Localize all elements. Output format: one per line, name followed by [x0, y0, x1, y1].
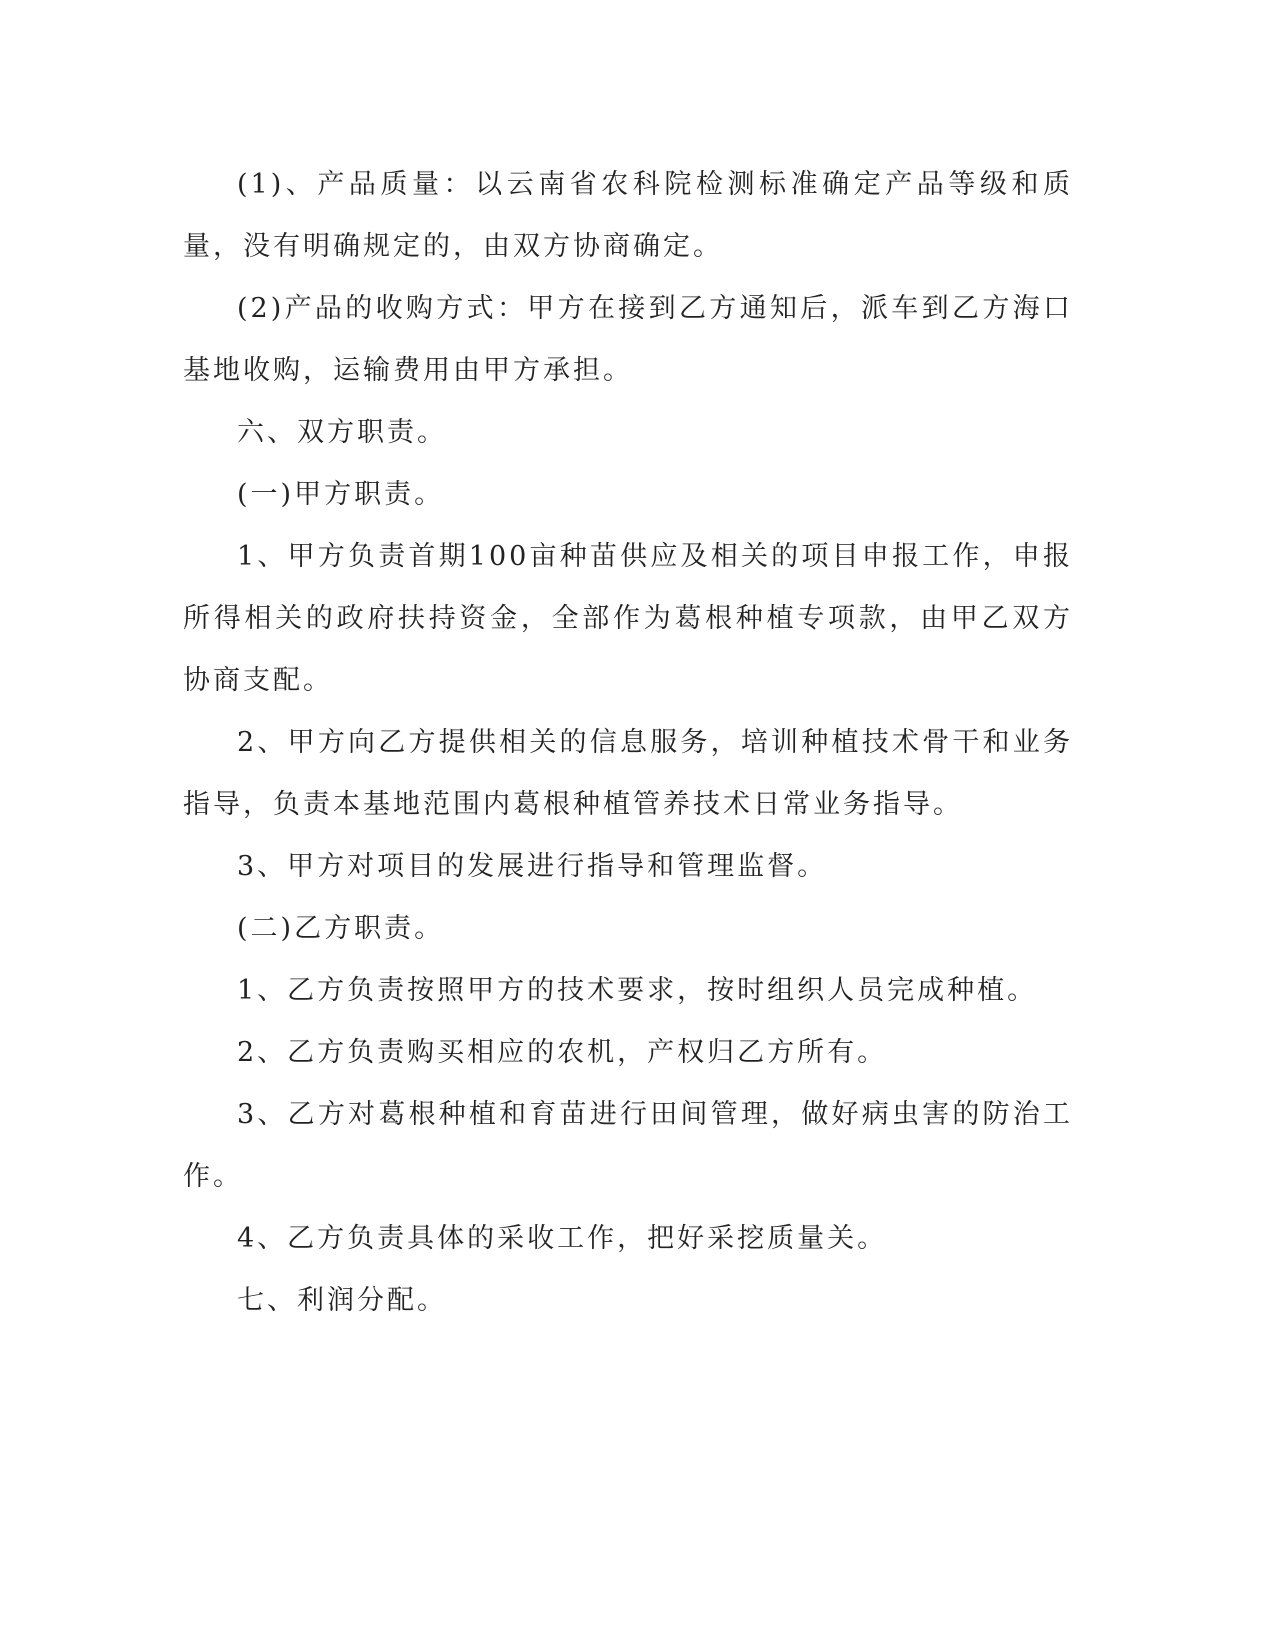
- section-heading-profit: 七、利润分配。: [237, 1285, 447, 1316]
- paragraph-party-b-1: 1、乙方负责按照甲方的技术要求，按时组织人员完成种植。: [237, 975, 1038, 1006]
- paragraph-product-quality: (1)、产品质量：以云南省农科院检测标准确定产品等级和质量，没有明确规定的，由双方协商确定。: [183, 169, 1073, 262]
- subheading-party-a: (一)甲方职责。: [237, 479, 445, 510]
- paragraph-party-a-1: 1、甲方负责首期100亩种苗供应及相关的项目申报工作，申报所得相关的政府扶持资金，全部作为葛根种植专项款，由甲乙双方协商支配。: [183, 541, 1073, 696]
- paragraph-party-a-3: 3、甲方对项目的发展进行指导和管理监督。: [237, 851, 828, 882]
- subheading-party-b: (二)乙方职责。: [237, 913, 445, 944]
- paragraph-party-b-4: 4、乙方负责具体的采收工作，把好采挖质量关。: [237, 1223, 888, 1254]
- paragraph-party-a-2: 2、甲方向乙方提供相关的信息服务，培训种植技术骨干和业务指导，负责本基地范围内葛根种植管养技术日常业务指导。: [183, 727, 1073, 820]
- paragraph-party-b-3: 3、乙方对葛根种植和育苗进行田间管理，做好病虫害的防治工作。: [183, 1099, 1073, 1192]
- paragraph-party-b-2: 2、乙方负责购买相应的农机，产权归乙方所有。: [237, 1037, 888, 1068]
- section-heading-responsibilities: 六、双方职责。: [237, 417, 447, 448]
- document-body: [183, 154, 1073, 1332]
- paragraph-purchase-method: (2)产品的收购方式：甲方在接到乙方通知后，派车到乙方海口基地收购，运输费用由甲方承担。: [183, 293, 1073, 386]
